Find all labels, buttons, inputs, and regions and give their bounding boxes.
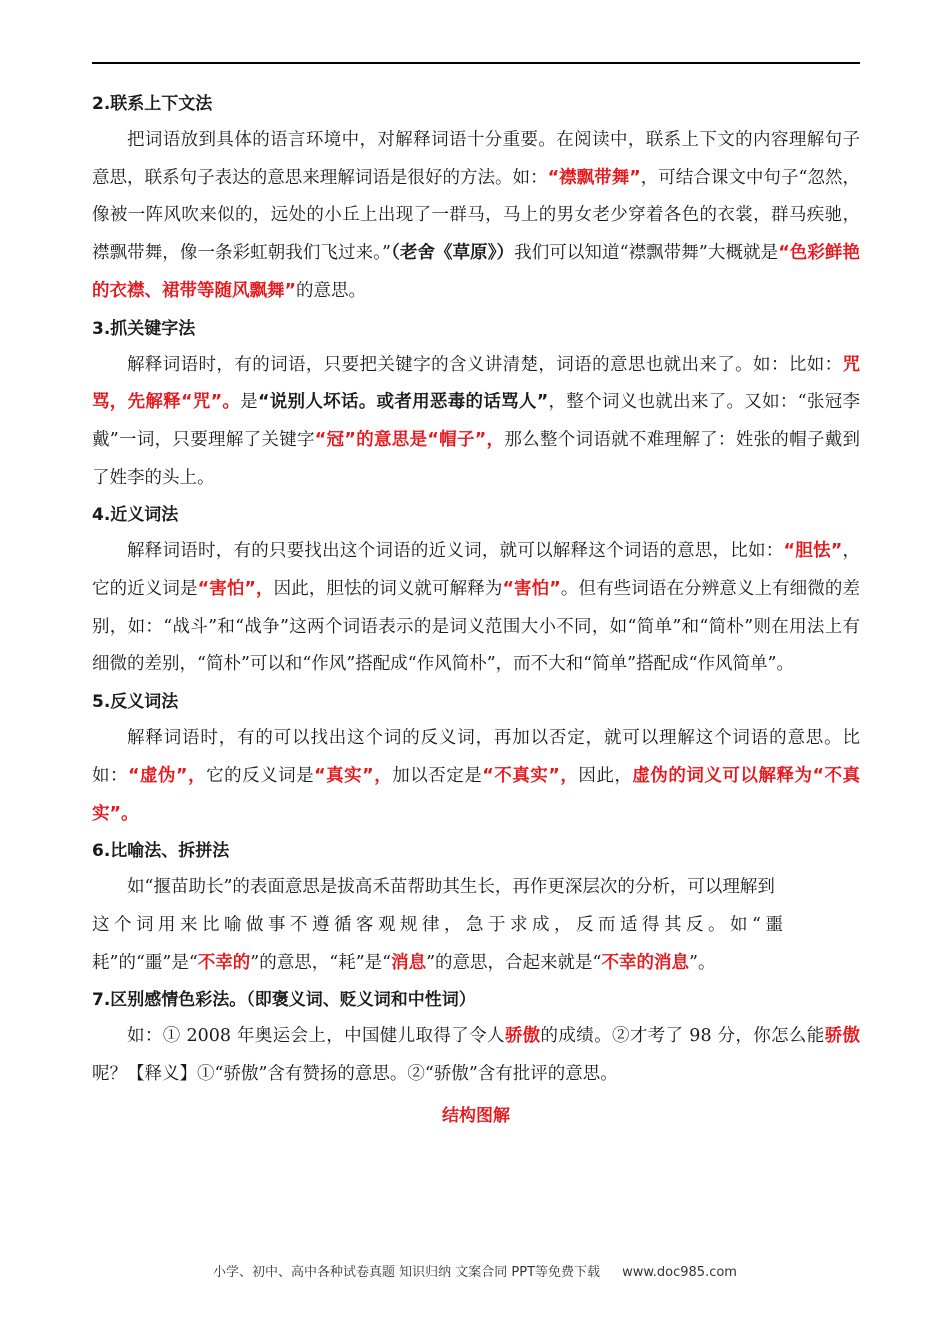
section-heading-metaphor: 6.比喻法、拆拼法 (92, 841, 230, 862)
text: 那么整个词语就不难理解了：姓张的帽子戴到了姓李的头上。 (92, 429, 860, 488)
text: 加以否定是 (392, 765, 483, 786)
text: 。但有些词语在分辨意义上有细微的差别，如：“战斗”和“战争”这两个词语表示的是词义范围大小不同，如“简单”和“简朴”则在用法上有细微的差别，“简朴”可以和“作风”搭配成“作风简朴”，而不大和“简单”搭配成“作风简单”。 (92, 579, 860, 675)
highlight: 虚伪的词义可以解释为“不真实”。 (92, 765, 860, 824)
section-heading-synonym: 4.近义词法 (92, 505, 179, 526)
text: 耗”的“噩”是“ (92, 952, 198, 973)
highlight: 不幸的消息 (601, 952, 689, 973)
section-paragraph-context (92, 122, 860, 311)
text: 因此，胆怯的词义就可解释为 (273, 579, 503, 600)
text: 解释词语时，有的可以找出这个词的反义词，再加以否定，就可以理解这个词语的意思。比如： (92, 728, 860, 786)
highlight: “害怕” (502, 579, 561, 600)
text: 这个词用来比喻做事不遵循客观规律，急于求成，反而适得其反。如“噩 (92, 914, 788, 935)
text: ”的意思，合起来就是“ (426, 952, 602, 973)
text: 我们可以知道“襟飘带舞”大概就是 (514, 243, 779, 264)
highlight: “冠”的意思是“帽子”， (314, 429, 505, 450)
section-heading-context: 2.联系上下文法 (92, 94, 213, 114)
section-heading-emotion: 7.区别感情色彩法。（即褒义词、贬义词和中性词） (92, 990, 476, 1011)
header-rule (92, 62, 860, 64)
text: ”。 (689, 952, 716, 973)
text: 呢？【释义】①“骄傲”含有赞扬的意思。②“骄傲”含有批评的意思。 (92, 1064, 618, 1085)
section-paragraph-antonym (92, 720, 860, 833)
highlight: “胆怯” (783, 541, 843, 562)
highlight: 不幸的 (197, 952, 251, 973)
highlight: “色彩鲜艳的衣襟、裙带等随风飘舞” (92, 243, 860, 301)
section-paragraph-synonym (92, 533, 860, 684)
highlight: “真实”， (314, 765, 393, 786)
structure-diagram-title: 结构图解 (442, 1105, 510, 1126)
text: ，它的近义词是 (92, 541, 860, 600)
text: 解释词语时，有的词语，只要把关键字的含义讲清楚，词语的意思也就出来了。如：比如： (127, 354, 843, 375)
text: ，可结合课文中句子“忽然，像被一阵风吹来似的，远处的小丘上出现了一群马，马上的男女老少穿着各色的衣裳，群马疾驰，襟飘带舞，像一条彩虹朝我们飞过来。” (92, 167, 860, 264)
section-heading-keyword: 3.抓关键字法 (92, 318, 196, 339)
text: 的成绩。②才考了 98 分，你怎么能 (540, 1026, 825, 1047)
footer (0, 1261, 950, 1280)
text: 它的反义词是 (206, 765, 315, 786)
text: 的意思。 (296, 280, 367, 301)
text: 因此， (578, 765, 633, 786)
source-citation: （老舍《草原》） (390, 243, 515, 264)
highlight: 消息 (391, 952, 427, 973)
text: 是 (240, 392, 258, 413)
highlight: 骄傲 (824, 1026, 860, 1047)
section-heading-antonym: 5.反义词法 (92, 692, 179, 713)
section-paragraph-emotion (92, 1018, 860, 1093)
highlight: “害怕”， (197, 579, 274, 600)
text: 把词语放到具体的语言环境中，对解释词语十分重要。在阅读中，联系上下文的内容理解句子意思，联系句子表达的意思来理解词语是很好的方法。如： (92, 130, 860, 188)
footer-text: 小学、初中、高中各种试卷真题 知识归纳 文案合同 PPT等免费下载 (213, 1265, 601, 1280)
highlight: “不真实”， (482, 765, 579, 786)
text: 如：① 2008 年奥运会上，中国健儿取得了令人 (127, 1026, 505, 1047)
highlight: 咒骂，先解释“咒”。 (92, 354, 860, 413)
section-paragraph-keyword (92, 347, 860, 498)
text: ”的意思，“耗”是“ (250, 952, 392, 973)
footer-url[interactable]: www.doc985.com (622, 1265, 737, 1280)
text: 解释词语时，有的只要找出这个词语的近义词，就可以解释这个词语的意思，比如： (127, 541, 784, 562)
bold-definition: “说别人坏话。或者用恶毒的话骂人” (257, 392, 549, 413)
text: 如“揠苗助长”的表面意思是拔高禾苗帮助其生长，再作更深层次的分析，可以理解到 (127, 877, 775, 898)
highlight: 骄傲 (504, 1026, 541, 1047)
highlight: “襟飘带舞” (547, 167, 641, 188)
section-paragraph-metaphor (92, 869, 860, 982)
text: ，整个词义也就出来了。又如：“张冠李戴”一词，只要理解了关键字 (92, 392, 860, 450)
highlight: “虚伪”， (128, 765, 207, 786)
document-body (92, 86, 860, 1134)
